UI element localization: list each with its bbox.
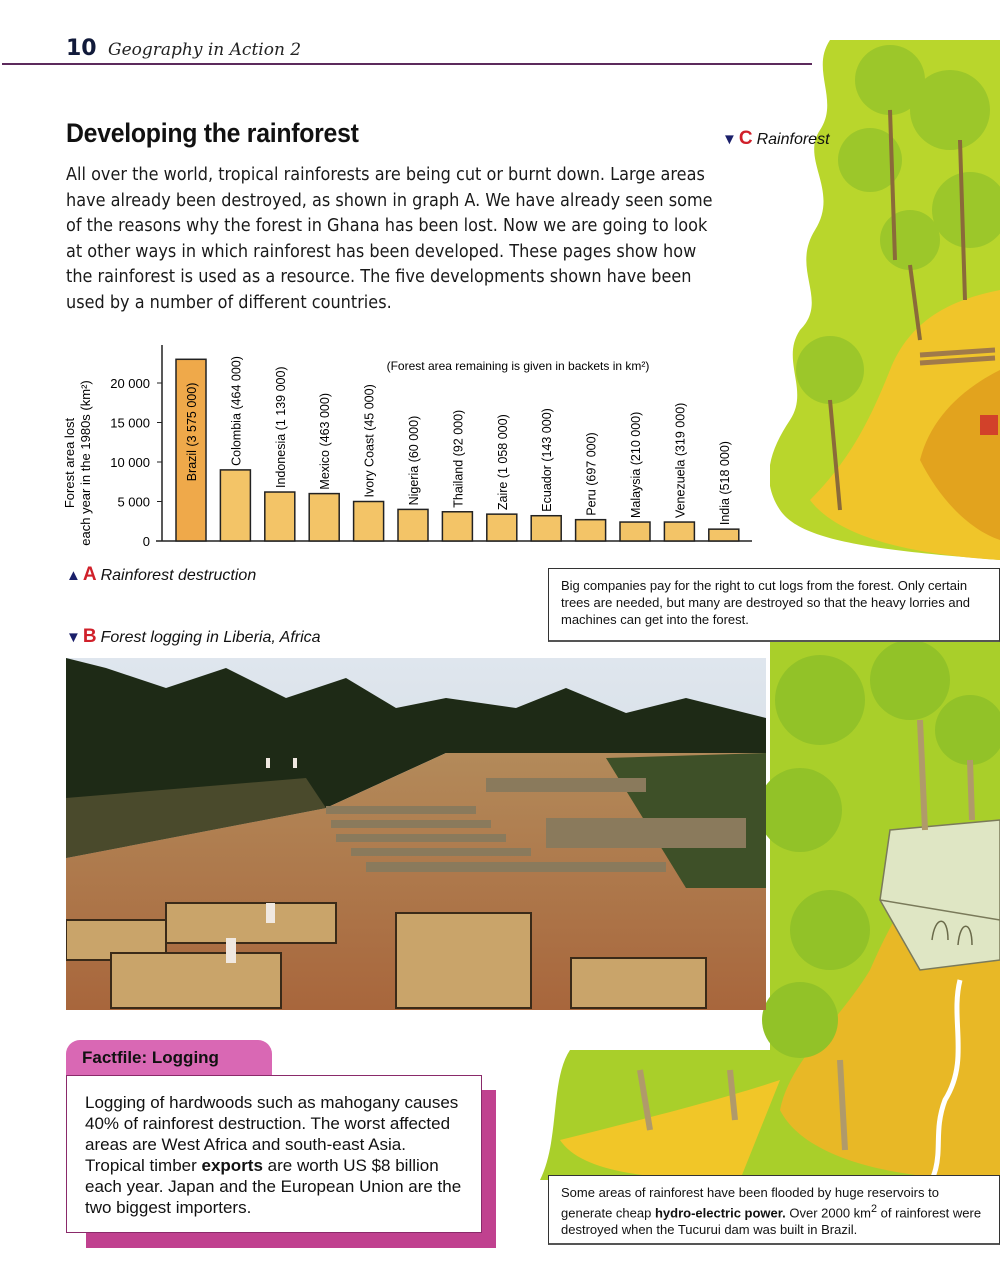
bar-8 xyxy=(487,514,517,541)
bar-5 xyxy=(354,502,384,542)
factfile-body xyxy=(66,1075,482,1233)
hydro-text-2: Over 2000 km xyxy=(785,1205,871,1221)
factfile-title: Factfile: Logging xyxy=(82,1048,219,1067)
y-tick-label: 20 000 xyxy=(110,376,150,391)
bar-6 xyxy=(398,509,428,541)
bar-label: Peru (697 000) xyxy=(584,432,599,516)
caption-a xyxy=(66,564,256,586)
hydro-info-box xyxy=(548,1175,1000,1245)
page-number: 10 xyxy=(66,36,97,61)
caption-letter: C xyxy=(738,128,753,149)
caption-letter: B xyxy=(82,626,97,647)
hydro-text-3: of rainforest were destroyed when the Tucurui dam was built in Brazil. xyxy=(561,1205,982,1238)
bar-11 xyxy=(620,522,650,541)
bar-12 xyxy=(664,522,694,541)
bar-label: Malaysia (210 000) xyxy=(629,411,643,519)
bar-10 xyxy=(576,520,606,541)
bar-label: Colombia (464 000) xyxy=(229,356,244,466)
caption-text: Rainforest xyxy=(756,131,830,148)
logging-photo xyxy=(66,658,766,1010)
intro-paragraph: All over the world, tropical rainforests are being cut or burnt down. Large areas have already been destroyed, as shown in graph A. We have already seen some of the reasons why the forest in Ghana has been lost. Now we are going to look at other ways in which rainforest has been developed. These pages show how the rainforest is used as a resource. The five developments shown have been used by a number of different countries. xyxy=(66,165,713,313)
bar-label: Indonesia (1 139 000) xyxy=(273,366,288,489)
y-tick-label: 5 000 xyxy=(117,494,150,510)
hydro-text-1: Some areas of rainforest have been flooded by huge reservoirs to generate cheap xyxy=(561,1185,939,1221)
factfile-text-2: are worth US $8 billion each year. Japan and the European Union are the two biggest importers. xyxy=(85,1156,462,1217)
bar-label: Ecuador (143 000) xyxy=(540,408,555,512)
caption-b xyxy=(66,626,321,648)
caption-letter: A xyxy=(82,564,97,585)
bar-label: Nigeria (60 000) xyxy=(407,415,421,506)
bar-label: Ivory Coast (45 000) xyxy=(362,384,377,498)
up-triangle-icon: ▲ xyxy=(66,567,81,584)
rainforest-illustration xyxy=(770,40,1000,560)
y-tick-label: 10 000 xyxy=(110,455,150,470)
caption-text: Rainforest destruction xyxy=(100,567,257,584)
bar-2 xyxy=(220,470,250,541)
bar-label: Zaire (1 058 000) xyxy=(495,414,510,511)
y-axis-label: Forest area lost xyxy=(62,417,77,509)
bar-label: Mexico (463 000) xyxy=(318,393,333,490)
bar-3 xyxy=(265,492,295,541)
hydro-text-bold: hydro-electric power. xyxy=(654,1205,786,1221)
bar-label: India (518 000) xyxy=(717,441,732,526)
caption-c xyxy=(722,128,830,150)
y-tick-label: 15 000 xyxy=(110,415,150,431)
bar-13 xyxy=(709,529,739,541)
bar-4 xyxy=(309,494,339,541)
chart-note: (Forest area remaining is given in backets in km²) xyxy=(386,359,650,373)
down-triangle-icon: ▼ xyxy=(66,629,81,646)
forest-loss-chart xyxy=(50,345,770,555)
bar-label: Brazil (3 575 000) xyxy=(185,382,199,482)
factfile-text-bold: exports xyxy=(201,1156,263,1175)
bar-label: Venezuela (319 000) xyxy=(673,402,688,519)
factfile-text-1: Logging of hardwoods such as mahogany causes 40% of rainforest destruction. The worst affected areas are West Africa and south-east Asia. Tropical timber xyxy=(85,1093,459,1175)
page-title: Developing the rainforest xyxy=(66,118,359,148)
y-axis-label: each year in the 1980s (km²) xyxy=(78,380,93,546)
hydro-superscript: 2 xyxy=(871,1203,878,1215)
book-title: Geography in Action 2 xyxy=(108,40,302,60)
logging-info-box: Big companies pay for the right to cut logs from the forest. Only certain trees are needed, but many are destroyed so that the heavy lorries and machines can get into the forest. xyxy=(548,568,1000,642)
bar-label: Thailand (92 000) xyxy=(451,409,466,508)
header-rule xyxy=(2,63,812,65)
caption-text: Forest logging in Liberia, Africa xyxy=(100,629,321,646)
bar-9 xyxy=(531,516,561,541)
bar-7 xyxy=(442,512,472,541)
y-tick-label: 0 xyxy=(142,534,150,549)
chart-svg xyxy=(50,345,770,555)
down-triangle-icon: ▼ xyxy=(722,131,737,148)
